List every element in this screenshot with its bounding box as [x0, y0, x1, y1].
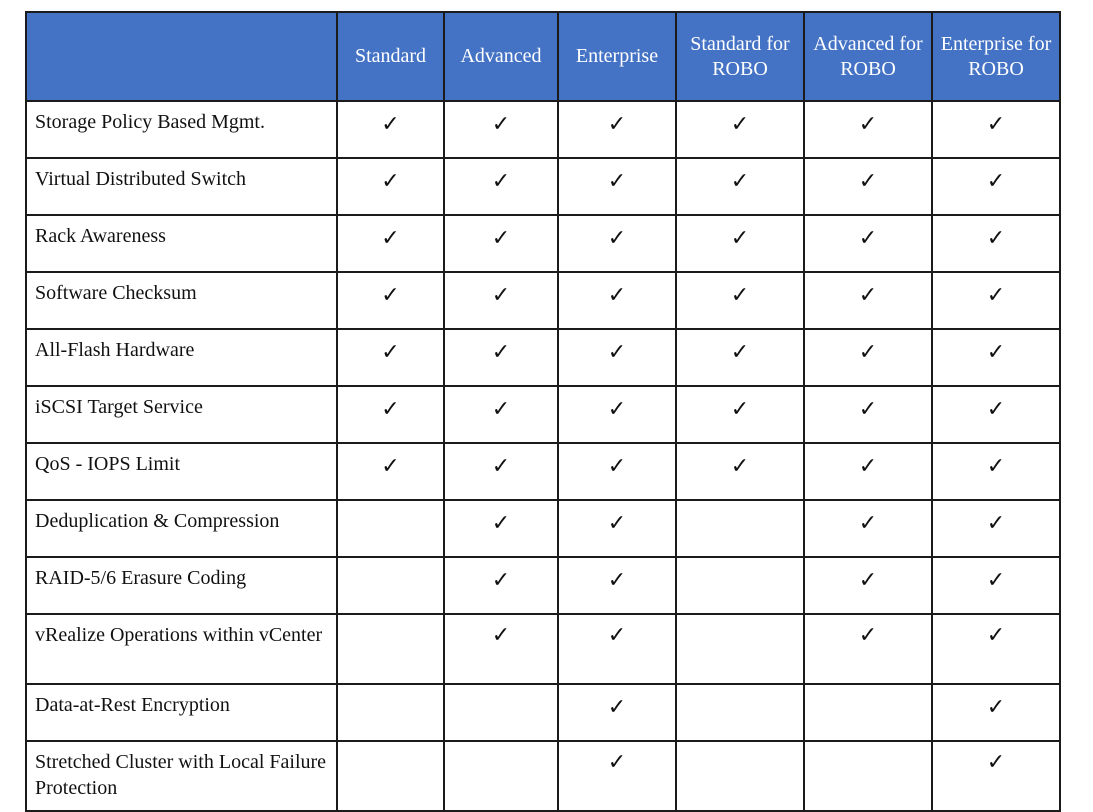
cell-advanced-robo — [804, 500, 932, 557]
checkmark-icon: ✓ — [381, 397, 400, 422]
cell-standard — [337, 158, 444, 215]
cell-advanced-robo — [804, 684, 932, 741]
cell-advanced — [444, 500, 558, 557]
feature-name-cell: Data-at-Rest Encryption — [26, 684, 337, 741]
cell-enterprise-robo — [932, 614, 1060, 684]
checkmark-icon: ✓ — [858, 112, 878, 137]
checkmark-icon: ✓ — [986, 283, 1006, 308]
checkmark-icon: ✓ — [986, 397, 1006, 422]
checkmark-icon: ✓ — [491, 169, 511, 194]
checkmark-icon: ✓ — [730, 340, 750, 365]
cell-advanced — [444, 101, 558, 158]
checkmark-icon: ✓ — [986, 340, 1006, 365]
table-row — [26, 741, 1060, 811]
checkmark-icon: ✓ — [491, 283, 511, 308]
cell-advanced-robo — [804, 614, 932, 684]
cell-advanced-robo — [804, 215, 932, 272]
checkmark-icon: ✓ — [607, 397, 627, 422]
checkmark-icon: ✓ — [858, 283, 878, 308]
cell-enterprise — [558, 329, 676, 386]
cell-enterprise-robo — [932, 329, 1060, 386]
cell-enterprise — [558, 500, 676, 557]
table-header — [26, 12, 1060, 101]
checkmark-icon: ✓ — [491, 340, 511, 365]
checkmark-icon: ✓ — [491, 623, 511, 648]
cell-advanced-robo — [804, 557, 932, 614]
feature-name-cell: Stretched Cluster with Local Failure Protection — [26, 741, 337, 811]
cell-standard-robo — [676, 386, 804, 443]
feature-name-cell: All-Flash Hardware — [26, 329, 337, 386]
checkmark-icon: ✓ — [858, 226, 878, 251]
checkmark-icon: ✓ — [491, 112, 511, 137]
cell-standard-robo — [676, 614, 804, 684]
cell-advanced-robo — [804, 741, 932, 811]
table-row — [26, 443, 1060, 500]
cell-advanced — [444, 272, 558, 329]
cell-standard — [337, 272, 444, 329]
feature-name-cell: Deduplication & Compression — [26, 500, 337, 557]
checkmark-icon: ✓ — [986, 695, 1006, 720]
feature-name-cell: Software Checksum — [26, 272, 337, 329]
cell-enterprise — [558, 386, 676, 443]
cell-standard-robo — [676, 684, 804, 741]
feature-name-cell: iSCSI Target Service — [26, 386, 337, 443]
checkmark-icon: ✓ — [730, 112, 750, 137]
column-header-standard: Standard — [337, 12, 444, 101]
table-body — [26, 101, 1060, 811]
feature-name-cell: RAID-5/6 Erasure Coding — [26, 557, 337, 614]
checkmark-icon: ✓ — [607, 340, 627, 365]
checkmark-icon: ✓ — [381, 112, 400, 137]
cell-advanced-robo — [804, 101, 932, 158]
checkmark-icon: ✓ — [607, 112, 627, 137]
table-row — [26, 329, 1060, 386]
table-row — [26, 272, 1060, 329]
cell-enterprise-robo — [932, 741, 1060, 811]
cell-enterprise-robo — [932, 272, 1060, 329]
feature-name-cell: Rack Awareness — [26, 215, 337, 272]
feature-comparison-table — [25, 11, 1061, 812]
checkmark-icon: ✓ — [607, 695, 627, 720]
cell-advanced — [444, 684, 558, 741]
cell-enterprise-robo — [932, 215, 1060, 272]
feature-name-cell: QoS - IOPS Limit — [26, 443, 337, 500]
cell-standard — [337, 500, 444, 557]
cell-advanced — [444, 741, 558, 811]
feature-comparison-table-container — [25, 11, 1061, 812]
cell-enterprise — [558, 443, 676, 500]
checkmark-icon: ✓ — [986, 623, 1006, 648]
cell-enterprise-robo — [932, 557, 1060, 614]
cell-advanced — [444, 614, 558, 684]
cell-advanced — [444, 158, 558, 215]
checkmark-icon: ✓ — [730, 226, 750, 251]
feature-name-cell: Virtual Distributed Switch — [26, 158, 337, 215]
checkmark-icon: ✓ — [986, 169, 1006, 194]
column-header-advanced-robo: Advanced for ROBO — [804, 12, 932, 101]
cell-advanced — [444, 329, 558, 386]
checkmark-icon: ✓ — [986, 112, 1006, 137]
cell-standard-robo — [676, 443, 804, 500]
cell-standard — [337, 101, 444, 158]
cell-standard — [337, 329, 444, 386]
cell-enterprise — [558, 741, 676, 811]
column-header-advanced: Advanced — [444, 12, 558, 101]
table-row — [26, 101, 1060, 158]
cell-enterprise — [558, 557, 676, 614]
feature-name-cell: vRealize Operations within vCenter — [26, 614, 337, 684]
checkmark-icon: ✓ — [607, 511, 627, 536]
cell-standard-robo — [676, 215, 804, 272]
table-row — [26, 614, 1060, 684]
column-header-enterprise-robo: Enterprise for ROBO — [932, 12, 1060, 101]
table-row — [26, 158, 1060, 215]
cell-enterprise-robo — [932, 684, 1060, 741]
table-row — [26, 386, 1060, 443]
checkmark-icon: ✓ — [491, 226, 511, 251]
cell-advanced — [444, 215, 558, 272]
table-row — [26, 557, 1060, 614]
cell-enterprise — [558, 614, 676, 684]
checkmark-icon: ✓ — [491, 454, 511, 479]
checkmark-icon: ✓ — [986, 511, 1006, 536]
cell-advanced-robo — [804, 272, 932, 329]
cell-enterprise — [558, 272, 676, 329]
checkmark-icon: ✓ — [858, 397, 878, 422]
checkmark-icon: ✓ — [381, 454, 400, 479]
header-corner-cell — [26, 12, 337, 101]
cell-standard-robo — [676, 500, 804, 557]
cell-enterprise-robo — [932, 443, 1060, 500]
checkmark-icon: ✓ — [607, 226, 627, 251]
cell-advanced-robo — [804, 386, 932, 443]
checkmark-icon: ✓ — [491, 397, 511, 422]
table-row — [26, 215, 1060, 272]
checkmark-icon: ✓ — [607, 283, 627, 308]
checkmark-icon: ✓ — [858, 169, 878, 194]
cell-standard-robo — [676, 557, 804, 614]
cell-standard — [337, 386, 444, 443]
checkmark-icon: ✓ — [858, 568, 878, 593]
checkmark-icon: ✓ — [491, 568, 511, 593]
cell-enterprise-robo — [932, 101, 1060, 158]
checkmark-icon: ✓ — [607, 454, 627, 479]
cell-standard — [337, 215, 444, 272]
cell-enterprise — [558, 684, 676, 741]
cell-advanced — [444, 443, 558, 500]
checkmark-icon: ✓ — [607, 750, 627, 775]
checkmark-icon: ✓ — [381, 169, 400, 194]
table-row — [26, 500, 1060, 557]
checkmark-icon: ✓ — [381, 340, 400, 365]
column-header-standard-robo: Standard for ROBO — [676, 12, 804, 101]
cell-standard-robo — [676, 329, 804, 386]
checkmark-icon: ✓ — [858, 340, 878, 365]
checkmark-icon: ✓ — [607, 568, 627, 593]
cell-advanced-robo — [804, 329, 932, 386]
checkmark-icon: ✓ — [986, 568, 1006, 593]
cell-advanced — [444, 386, 558, 443]
checkmark-icon: ✓ — [730, 169, 750, 194]
checkmark-icon: ✓ — [858, 623, 878, 648]
checkmark-icon: ✓ — [986, 226, 1006, 251]
cell-enterprise — [558, 215, 676, 272]
cell-advanced-robo — [804, 443, 932, 500]
cell-enterprise — [558, 158, 676, 215]
column-header-enterprise: Enterprise — [558, 12, 676, 101]
cell-advanced-robo — [804, 158, 932, 215]
checkmark-icon: ✓ — [858, 511, 878, 536]
cell-standard-robo — [676, 158, 804, 215]
checkmark-icon: ✓ — [986, 750, 1006, 775]
cell-standard-robo — [676, 101, 804, 158]
cell-enterprise-robo — [932, 158, 1060, 215]
cell-standard — [337, 741, 444, 811]
checkmark-icon: ✓ — [381, 283, 400, 308]
checkmark-icon: ✓ — [607, 623, 627, 648]
cell-standard — [337, 684, 444, 741]
table-row — [26, 684, 1060, 741]
checkmark-icon: ✓ — [858, 454, 878, 479]
cell-standard — [337, 443, 444, 500]
checkmark-icon: ✓ — [730, 397, 750, 422]
checkmark-icon: ✓ — [986, 454, 1006, 479]
cell-standard-robo — [676, 272, 804, 329]
cell-enterprise-robo — [932, 386, 1060, 443]
cell-advanced — [444, 557, 558, 614]
cell-standard — [337, 614, 444, 684]
cell-standard-robo — [676, 741, 804, 811]
cell-enterprise — [558, 101, 676, 158]
checkmark-icon: ✓ — [607, 169, 627, 194]
header-row — [26, 12, 1060, 101]
feature-name-cell: Storage Policy Based Mgmt. — [26, 101, 337, 158]
cell-enterprise-robo — [932, 500, 1060, 557]
checkmark-icon: ✓ — [491, 511, 511, 536]
checkmark-icon: ✓ — [730, 454, 750, 479]
checkmark-icon: ✓ — [381, 226, 400, 251]
cell-standard — [337, 557, 444, 614]
checkmark-icon: ✓ — [730, 283, 750, 308]
